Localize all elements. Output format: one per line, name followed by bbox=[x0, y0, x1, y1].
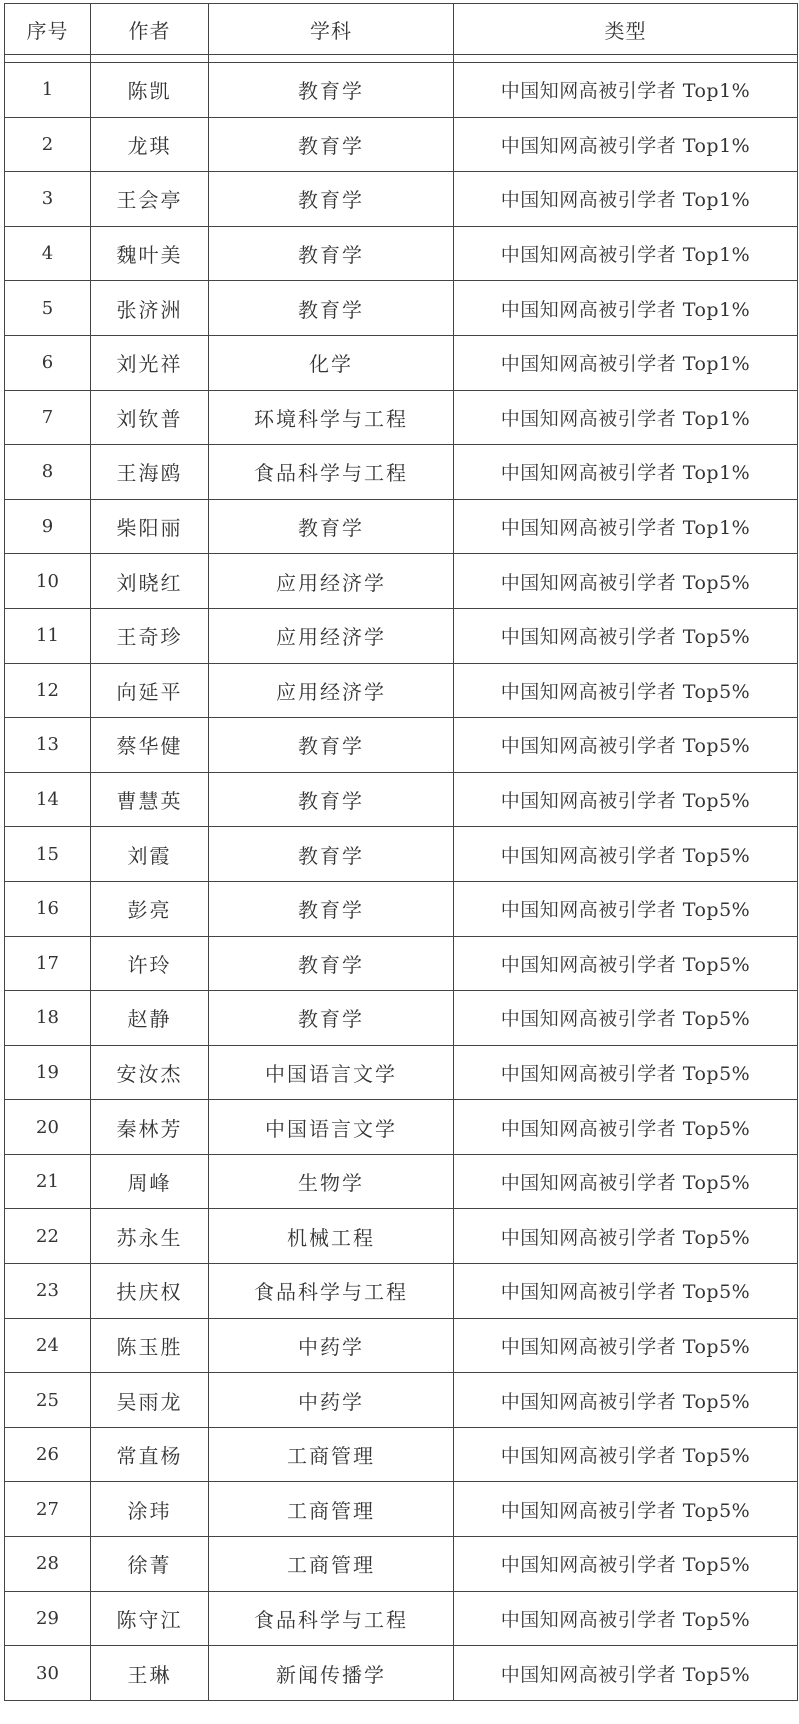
table-header bbox=[5, 4, 798, 63]
cell-index: 20 bbox=[5, 1100, 91, 1155]
table-row bbox=[5, 172, 798, 227]
table-row bbox=[5, 499, 798, 554]
cell-type: 中国知网高被引学者 Top1% bbox=[454, 445, 798, 500]
scholar-table-container bbox=[4, 3, 798, 1701]
header-author: 作者 bbox=[91, 4, 209, 55]
cell-index: 25 bbox=[5, 1373, 91, 1428]
cell-author: 安汝杰 bbox=[91, 1045, 209, 1100]
table-row bbox=[5, 335, 798, 390]
table-row bbox=[5, 1264, 798, 1319]
cell-type: 中国知网高被引学者 Top5% bbox=[454, 718, 798, 773]
table-row bbox=[5, 63, 798, 118]
table-row bbox=[5, 226, 798, 281]
table-row bbox=[5, 390, 798, 445]
table-body bbox=[5, 63, 798, 1701]
cell-type: 中国知网高被引学者 Top5% bbox=[454, 608, 798, 663]
table-row bbox=[5, 608, 798, 663]
header-spacer-row bbox=[5, 55, 798, 63]
table-row bbox=[5, 1482, 798, 1537]
cell-type: 中国知网高被引学者 Top5% bbox=[454, 772, 798, 827]
cell-index: 14 bbox=[5, 772, 91, 827]
cell-index: 16 bbox=[5, 881, 91, 936]
cell-subject: 食品科学与工程 bbox=[209, 445, 454, 500]
cell-type: 中国知网高被引学者 Top5% bbox=[454, 1209, 798, 1264]
cell-index: 29 bbox=[5, 1591, 91, 1646]
cell-author: 王琳 bbox=[91, 1646, 209, 1701]
cell-index: 8 bbox=[5, 445, 91, 500]
cell-index: 24 bbox=[5, 1318, 91, 1373]
cell-type: 中国知网高被引学者 Top5% bbox=[454, 881, 798, 936]
cell-subject: 教育学 bbox=[209, 772, 454, 827]
cell-author: 王海鸥 bbox=[91, 445, 209, 500]
cell-index: 1 bbox=[5, 63, 91, 118]
cell-subject: 教育学 bbox=[209, 117, 454, 172]
cell-subject: 应用经济学 bbox=[209, 663, 454, 718]
cell-index: 3 bbox=[5, 172, 91, 227]
cell-index: 28 bbox=[5, 1537, 91, 1592]
cell-author: 曹慧英 bbox=[91, 772, 209, 827]
cell-author: 周峰 bbox=[91, 1154, 209, 1209]
highly-cited-scholars-table bbox=[4, 3, 798, 1701]
cell-subject: 工商管理 bbox=[209, 1537, 454, 1592]
table-row bbox=[5, 1100, 798, 1155]
cell-type: 中国知网高被引学者 Top1% bbox=[454, 117, 798, 172]
cell-subject: 中药学 bbox=[209, 1318, 454, 1373]
cell-author: 苏永生 bbox=[91, 1209, 209, 1264]
cell-type: 中国知网高被引学者 Top5% bbox=[454, 1100, 798, 1155]
cell-type: 中国知网高被引学者 Top5% bbox=[454, 1373, 798, 1428]
table-row bbox=[5, 1154, 798, 1209]
table-row bbox=[5, 117, 798, 172]
cell-type: 中国知网高被引学者 Top5% bbox=[454, 1646, 798, 1701]
cell-type: 中国知网高被引学者 Top5% bbox=[454, 1154, 798, 1209]
cell-subject: 机械工程 bbox=[209, 1209, 454, 1264]
cell-type: 中国知网高被引学者 Top5% bbox=[454, 1427, 798, 1482]
cell-author: 陈玉胜 bbox=[91, 1318, 209, 1373]
header-type: 类型 bbox=[454, 4, 798, 55]
table-row bbox=[5, 827, 798, 882]
cell-author: 许玲 bbox=[91, 936, 209, 991]
cell-subject: 中国语言文学 bbox=[209, 1045, 454, 1100]
cell-subject: 教育学 bbox=[209, 63, 454, 118]
table-row bbox=[5, 881, 798, 936]
cell-subject: 环境科学与工程 bbox=[209, 390, 454, 445]
table-row bbox=[5, 554, 798, 609]
cell-author: 刘霞 bbox=[91, 827, 209, 882]
header-index: 序号 bbox=[5, 4, 91, 55]
cell-subject: 教育学 bbox=[209, 499, 454, 554]
cell-index: 2 bbox=[5, 117, 91, 172]
table-row bbox=[5, 1646, 798, 1701]
header-row bbox=[5, 4, 798, 55]
cell-subject: 应用经济学 bbox=[209, 554, 454, 609]
table-row bbox=[5, 1318, 798, 1373]
cell-type: 中国知网高被引学者 Top5% bbox=[454, 1045, 798, 1100]
table-row bbox=[5, 772, 798, 827]
cell-subject: 化学 bbox=[209, 335, 454, 390]
cell-author: 扶庆权 bbox=[91, 1264, 209, 1319]
cell-subject: 工商管理 bbox=[209, 1427, 454, 1482]
cell-type: 中国知网高被引学者 Top5% bbox=[454, 1537, 798, 1592]
table-row bbox=[5, 1427, 798, 1482]
cell-type: 中国知网高被引学者 Top1% bbox=[454, 335, 798, 390]
cell-type: 中国知网高被引学者 Top5% bbox=[454, 991, 798, 1046]
cell-author: 刘光祥 bbox=[91, 335, 209, 390]
table-row bbox=[5, 1537, 798, 1592]
cell-index: 11 bbox=[5, 608, 91, 663]
cell-author: 王奇珍 bbox=[91, 608, 209, 663]
cell-type: 中国知网高被引学者 Top1% bbox=[454, 499, 798, 554]
cell-type: 中国知网高被引学者 Top5% bbox=[454, 554, 798, 609]
cell-type: 中国知网高被引学者 Top1% bbox=[454, 226, 798, 281]
cell-author: 陈守江 bbox=[91, 1591, 209, 1646]
cell-type: 中国知网高被引学者 Top5% bbox=[454, 827, 798, 882]
cell-author: 涂玮 bbox=[91, 1482, 209, 1537]
cell-type: 中国知网高被引学者 Top1% bbox=[454, 63, 798, 118]
table-row bbox=[5, 1591, 798, 1646]
cell-type: 中国知网高被引学者 Top5% bbox=[454, 1318, 798, 1373]
cell-index: 15 bbox=[5, 827, 91, 882]
cell-type: 中国知网高被引学者 Top5% bbox=[454, 936, 798, 991]
cell-subject: 生物学 bbox=[209, 1154, 454, 1209]
cell-author: 吴雨龙 bbox=[91, 1373, 209, 1428]
cell-type: 中国知网高被引学者 Top5% bbox=[454, 663, 798, 718]
cell-subject: 教育学 bbox=[209, 281, 454, 336]
cell-index: 18 bbox=[5, 991, 91, 1046]
table-row bbox=[5, 663, 798, 718]
cell-index: 23 bbox=[5, 1264, 91, 1319]
cell-type: 中国知网高被引学者 Top5% bbox=[454, 1482, 798, 1537]
cell-author: 刘晓红 bbox=[91, 554, 209, 609]
cell-index: 7 bbox=[5, 390, 91, 445]
table-row bbox=[5, 281, 798, 336]
cell-author: 秦林芳 bbox=[91, 1100, 209, 1155]
cell-index: 19 bbox=[5, 1045, 91, 1100]
cell-type: 中国知网高被引学者 Top1% bbox=[454, 281, 798, 336]
cell-author: 常直杨 bbox=[91, 1427, 209, 1482]
header-subject: 学科 bbox=[209, 4, 454, 55]
cell-index: 26 bbox=[5, 1427, 91, 1482]
cell-subject: 工商管理 bbox=[209, 1482, 454, 1537]
cell-index: 30 bbox=[5, 1646, 91, 1701]
cell-type: 中国知网高被引学者 Top1% bbox=[454, 172, 798, 227]
table-row bbox=[5, 445, 798, 500]
cell-author: 陈凯 bbox=[91, 63, 209, 118]
cell-subject: 教育学 bbox=[209, 991, 454, 1046]
cell-type: 中国知网高被引学者 Top1% bbox=[454, 390, 798, 445]
cell-index: 10 bbox=[5, 554, 91, 609]
cell-index: 17 bbox=[5, 936, 91, 991]
cell-author: 蔡华健 bbox=[91, 718, 209, 773]
cell-subject: 教育学 bbox=[209, 226, 454, 281]
table-row bbox=[5, 1045, 798, 1100]
cell-subject: 食品科学与工程 bbox=[209, 1264, 454, 1319]
cell-subject: 教育学 bbox=[209, 718, 454, 773]
cell-subject: 新闻传播学 bbox=[209, 1646, 454, 1701]
cell-author: 向延平 bbox=[91, 663, 209, 718]
cell-subject: 应用经济学 bbox=[209, 608, 454, 663]
cell-subject: 中国语言文学 bbox=[209, 1100, 454, 1155]
cell-author: 柴阳丽 bbox=[91, 499, 209, 554]
cell-index: 27 bbox=[5, 1482, 91, 1537]
cell-author: 刘钦普 bbox=[91, 390, 209, 445]
cell-author: 徐菁 bbox=[91, 1537, 209, 1592]
cell-type: 中国知网高被引学者 Top5% bbox=[454, 1591, 798, 1646]
cell-author: 王会亭 bbox=[91, 172, 209, 227]
cell-index: 4 bbox=[5, 226, 91, 281]
cell-index: 13 bbox=[5, 718, 91, 773]
cell-subject: 教育学 bbox=[209, 827, 454, 882]
cell-author: 龙琪 bbox=[91, 117, 209, 172]
table-row bbox=[5, 1373, 798, 1428]
cell-index: 12 bbox=[5, 663, 91, 718]
cell-subject: 教育学 bbox=[209, 172, 454, 227]
cell-subject: 中药学 bbox=[209, 1373, 454, 1428]
cell-subject: 食品科学与工程 bbox=[209, 1591, 454, 1646]
cell-subject: 教育学 bbox=[209, 936, 454, 991]
cell-index: 22 bbox=[5, 1209, 91, 1264]
cell-subject: 教育学 bbox=[209, 881, 454, 936]
cell-author: 张济洲 bbox=[91, 281, 209, 336]
table-row bbox=[5, 718, 798, 773]
cell-author: 彭亮 bbox=[91, 881, 209, 936]
cell-index: 6 bbox=[5, 335, 91, 390]
cell-index: 21 bbox=[5, 1154, 91, 1209]
cell-author: 魏叶美 bbox=[91, 226, 209, 281]
table-row bbox=[5, 1209, 798, 1264]
cell-index: 9 bbox=[5, 499, 91, 554]
table-row bbox=[5, 991, 798, 1046]
cell-author: 赵静 bbox=[91, 991, 209, 1046]
cell-index: 5 bbox=[5, 281, 91, 336]
cell-type: 中国知网高被引学者 Top5% bbox=[454, 1264, 798, 1319]
table-row bbox=[5, 936, 798, 991]
